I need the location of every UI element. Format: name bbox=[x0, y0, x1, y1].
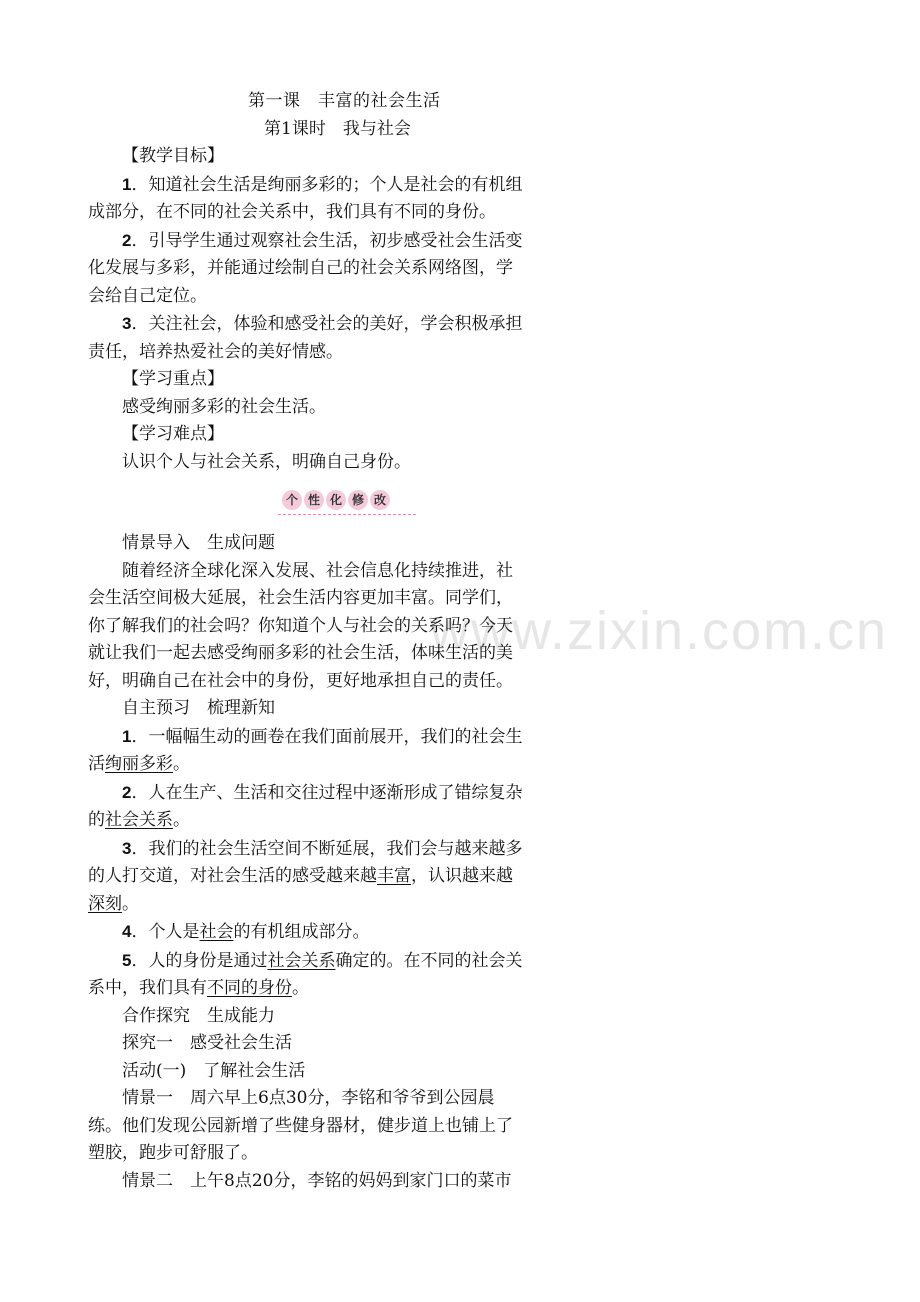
intro-line: 好，明确自己在社会中的身份，更好地承担自己的责任。 bbox=[88, 670, 513, 691]
banner-underline bbox=[278, 514, 416, 515]
lesson-content bbox=[88, 88, 572, 1195]
answer-blank: 深刻 bbox=[88, 893, 122, 914]
banner-char: 修 bbox=[348, 490, 368, 510]
explore-subheading: 探究一 感受社会生活 bbox=[122, 1033, 292, 1053]
answer-blank: 社会 bbox=[199, 922, 234, 942]
difficulty-heading: 【学习难点】 bbox=[122, 424, 224, 444]
objective-1-line-2: 成部分，在不同的社会关系中，我们具有不同的身份。 bbox=[88, 202, 496, 222]
preview-item-3: 3．我们的社会生活空间不断延展，我们会与越来越多 bbox=[122, 838, 523, 859]
intro-heading: 情景导入 生成问题 bbox=[122, 533, 275, 553]
preview-heading: 自主预习 梳理新知 bbox=[122, 698, 275, 718]
scene-2-line-1: 情景二 上午8点20分，李铭的妈妈到家门口的菜市 bbox=[122, 1170, 512, 1191]
preview-item-3-cont2: 深刻。 bbox=[88, 893, 139, 914]
difficulty-text: 认识个人与社会关系，明确自己身份。 bbox=[122, 451, 411, 472]
objective-2-line-2: 化发展与多彩，并能通过绘制自己的社会关系网络图，学 bbox=[88, 258, 513, 278]
watermark: www.zixin.com.cn bbox=[430, 601, 889, 661]
personalized-edit-banner bbox=[88, 482, 572, 522]
lesson-subtitle: 第1课时 我与社会 bbox=[264, 118, 411, 139]
key-point-text: 感受绚丽多彩的社会生活。 bbox=[122, 396, 326, 417]
answer-blank: 社会关系 bbox=[267, 950, 336, 971]
preview-item-5-cont: 系中，我们具有不同的身份。 bbox=[88, 978, 309, 998]
banner-char: 化 bbox=[326, 490, 346, 510]
intro-line: 你了解我们的社会吗？你知道个人与社会的关系吗？今天 bbox=[88, 615, 513, 636]
objective-3-line-1: 3．关注社会，体验和感受社会的美好，学会积极承担 bbox=[122, 314, 523, 334]
answer-blank: 社会关系 bbox=[105, 810, 173, 830]
objective-2-line-3: 会给自己定位。 bbox=[88, 285, 207, 306]
preview-item-1-cont: 活绚丽多彩。 bbox=[88, 754, 190, 774]
answer-blank: 不同的身份 bbox=[207, 978, 292, 998]
key-point-heading: 【学习重点】 bbox=[122, 369, 224, 389]
preview-item-4: 4．个人是社会的有机组成部分。 bbox=[122, 922, 370, 942]
preview-item-1: 1．一幅幅生动的画卷在我们面前展开，我们的社会生 bbox=[122, 726, 523, 747]
objective-1-line-1: 1．知道社会生活是绚丽多彩的；个人是社会的有机组 bbox=[122, 174, 523, 195]
scene-1-line-1: 情景一 周六早上6点30分，李铭和爷爷到公园晨 bbox=[122, 1088, 495, 1108]
intro-line: 会生活空间极大延展，社会生活内容更加丰富。同学们， bbox=[88, 588, 513, 608]
objective-2-line-1: 2．引导学生通过观察社会生活，初步感受社会生活变 bbox=[122, 230, 523, 251]
answer-blank: 绚丽多彩 bbox=[105, 754, 173, 774]
preview-item-3-cont: 的人打交道，对社会生活的感受越来越丰富，认识越来越 bbox=[88, 866, 513, 886]
preview-item-2-cont: 的社会关系。 bbox=[88, 810, 190, 830]
banner-char: 改 bbox=[370, 490, 390, 510]
intro-line: 就让我们一起去感受绚丽多彩的社会生活，体味生活的美 bbox=[88, 643, 513, 663]
answer-blank: 丰富 bbox=[377, 866, 411, 886]
lesson-title: 第一课 丰富的社会生活 bbox=[248, 91, 441, 111]
banner-char: 个 bbox=[282, 490, 302, 510]
intro-line: 随着经济全球化深入发展、社会信息化持续推进，社 bbox=[122, 560, 513, 581]
activity-heading: 活动(一) 了解社会生活 bbox=[122, 1060, 306, 1081]
scene-1-line-3: 塑胶，跑步可舒服了。 bbox=[88, 1143, 258, 1163]
objectives-heading: 【教学目标】 bbox=[122, 146, 224, 166]
preview-item-2: 2．人在生产、生活和交往过程中逐渐形成了错综复杂 bbox=[122, 782, 523, 803]
preview-item-5: 5．人的身份是通过社会关系确定的。在不同的社会关 bbox=[122, 950, 523, 971]
explore-heading: 合作探究 生成能力 bbox=[122, 1005, 275, 1026]
scene-1-line-2: 练。他们发现公园新增了些健身器材，健步道上也铺上了 bbox=[88, 1115, 513, 1136]
objective-3-line-2: 责任，培养热爱社会的美好情感。 bbox=[88, 341, 343, 362]
banner-char: 性 bbox=[304, 490, 324, 510]
